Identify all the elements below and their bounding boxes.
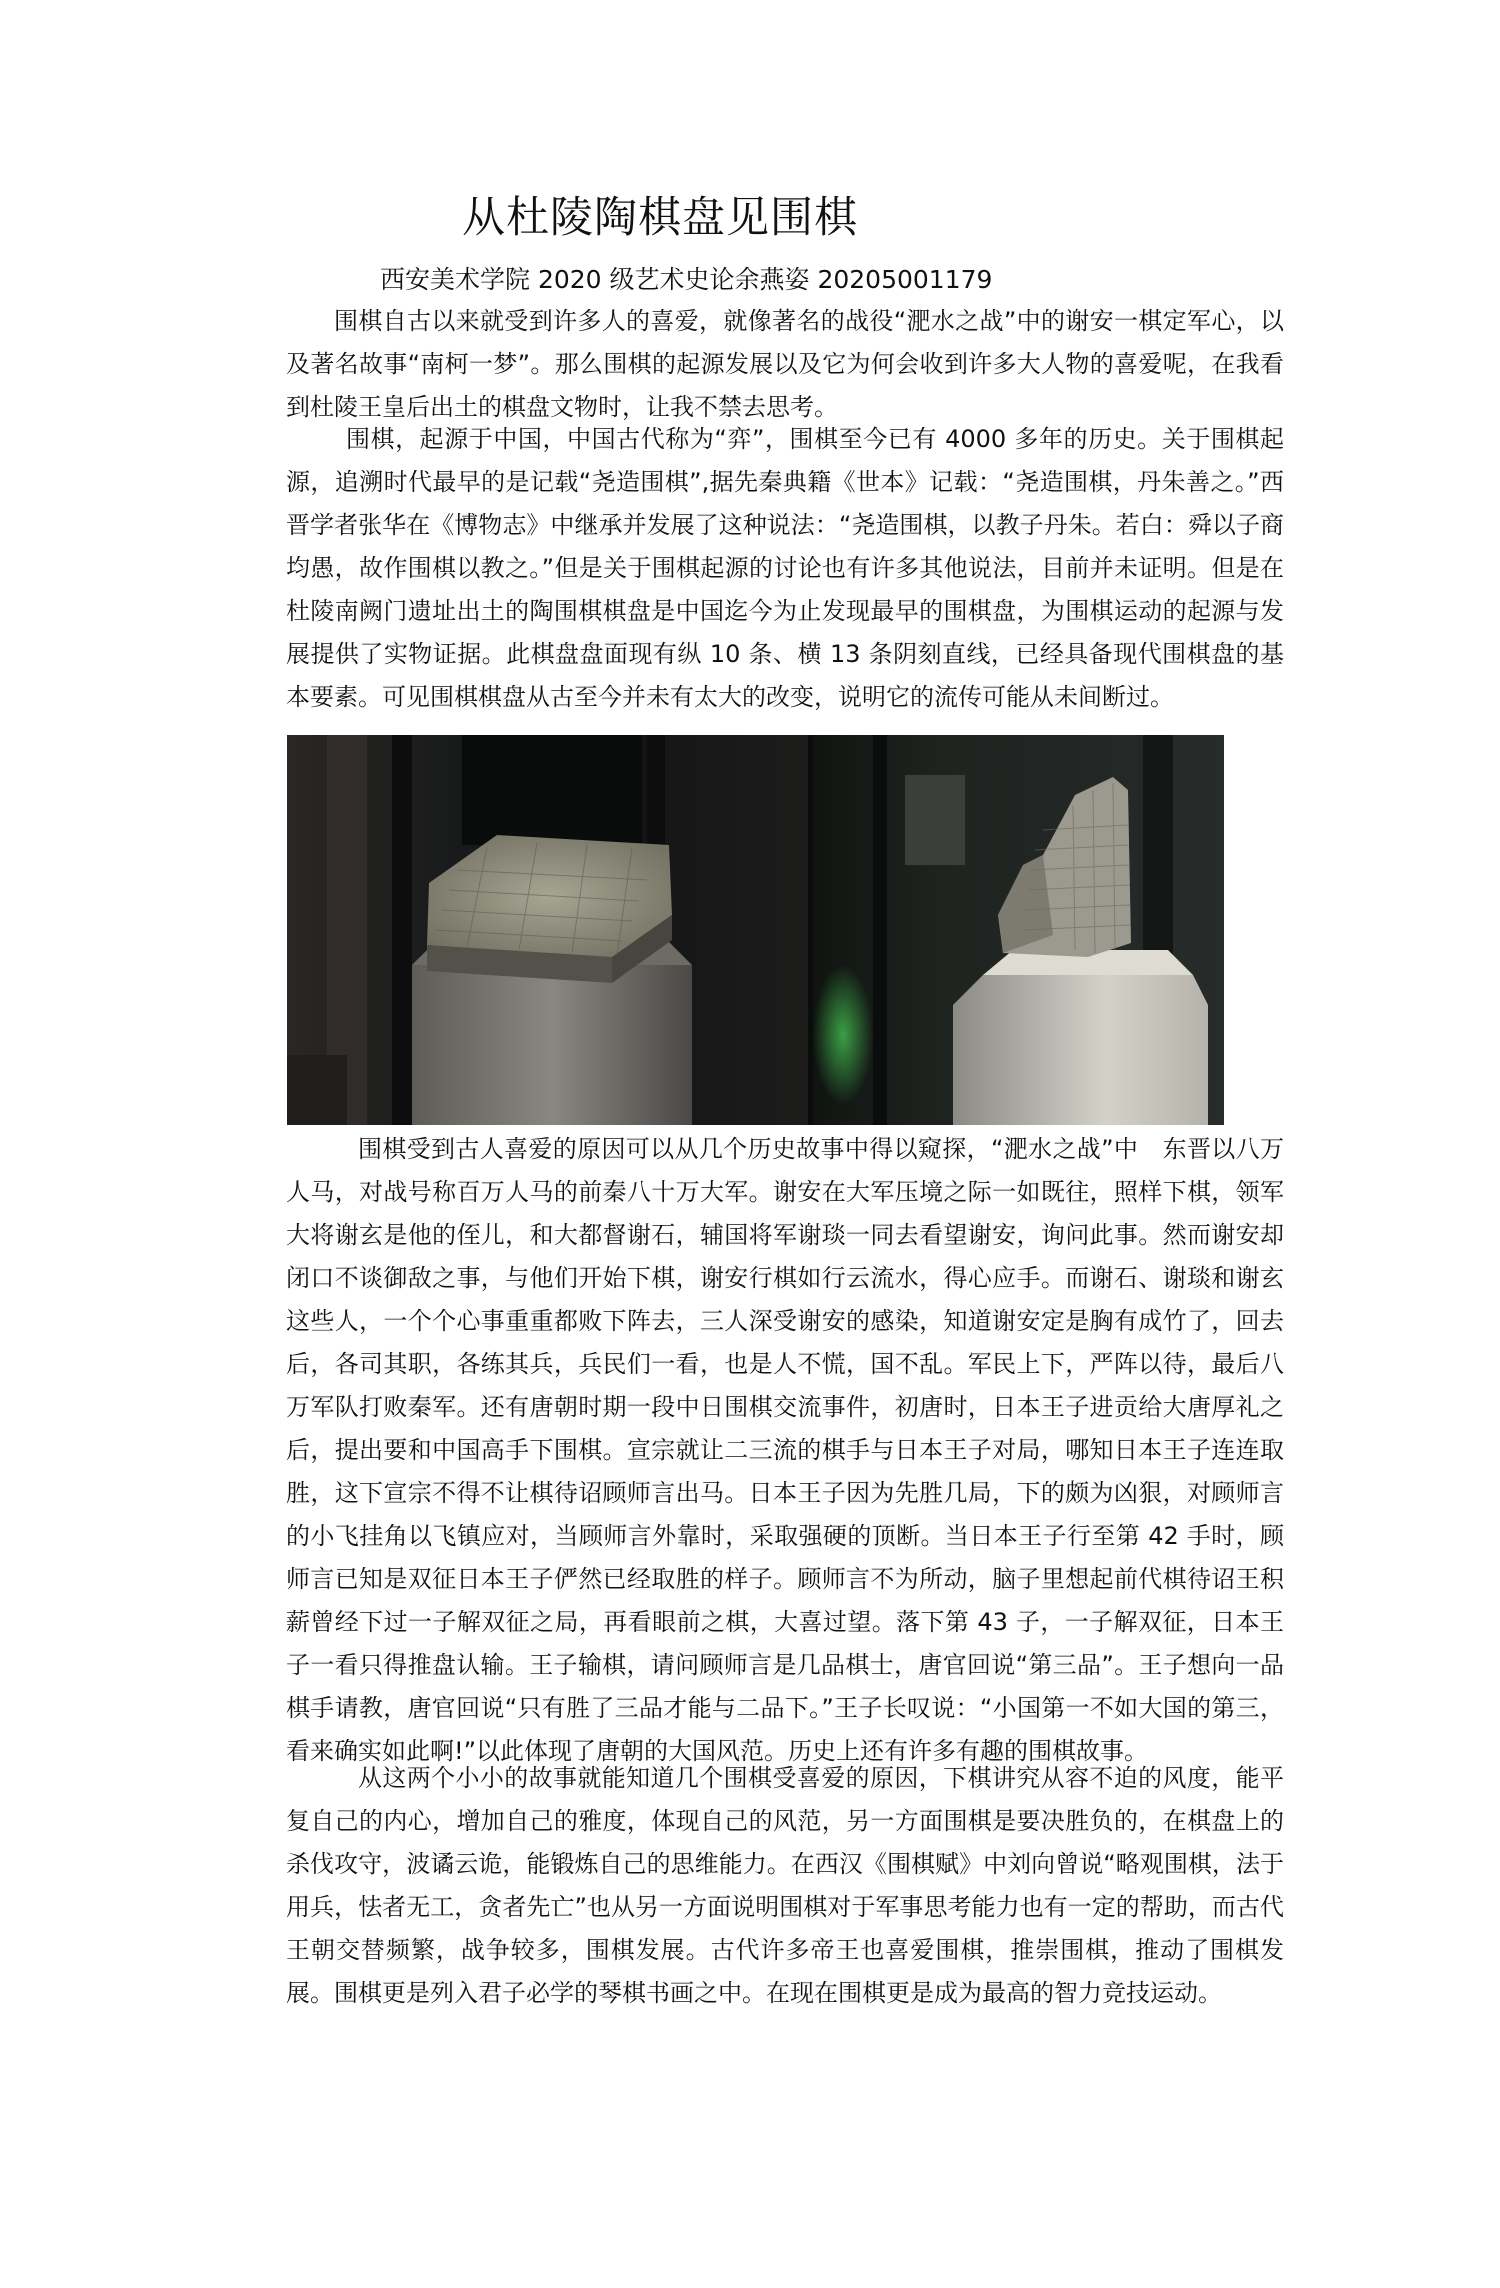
square-go-board-photo — [287, 735, 808, 1125]
paragraph-conclusion: 从这两个小小的故事就能知道几个围棋受喜爱的原因，下棋讲究从容不迫的风度，能平复自己的内心，增加自己的雅度，体现自己的风范，另一方面围棋是要决胜负的，在棋盘上的杀伐攻守，波谲云诡，能锻炼自己的思维能力。在西汉《围棋赋》中刘向曾说“略观围棋，法于用兵，怯者无工，贪者先亡”也从另一方面说明围棋对于军事思考能力也有一定的帮助，而古代王朝交替频繁，战争较多，围棋发展。古代许多帝王也喜爱围棋，推崇围棋，推动了围棋发展。围棋更是列入君子必学的琴棋书画之中。在现在围棋更是成为最高的智力竞技运动。 — [286, 1764, 1284, 2007]
fragment-go-board-photo — [813, 735, 1224, 1125]
photo-strip — [287, 735, 1224, 1125]
paragraph-origin: 围棋，起源于中国，中国古代称为“弈”，围棋至今已有 4000 多年的历史。关于围棋起源，追溯时代最早的是记载“尧造围棋”,据先秦典籍《世本》记载：“尧造围棋，丹朱善之。”西晋学者张华在《博物志》中继承并发展了这种说法：“尧造围棋，以教子丹朱。若白：舜以子商均愚，故作围棋以教之。”但是关于围棋起源的讨论也有许多其他说法，目前并未证明。但是在杜陵南阙门遗址出土的陶围棋棋盘是中国迄今为止发现最早的围棋盘，为围棋运动的起源与发展提供了实物证据。此棋盘盘面现有纵 10 条、横 13 条阴刻直线，已经具备现代围棋盘的基本要素。可见围棋棋盘从古至今并未有太大的改变，说明它的流传可能从未间断过。 — [286, 425, 1284, 711]
author-line: 西安美术学院 2020 级艺术史论余燕姿 20205001179 — [380, 265, 993, 294]
paragraph-intro: 围棋自古以来就受到许多人的喜爱，就像著名的战役“淝水之战”中的谢安一棋定军心，以及著名故事“南柯一梦”。那么围棋的起源发展以及它为何会收到许多大人物的喜爱呢，在我看到杜陵王皇后出土的棋盘文物时，让我不禁去思考。 — [286, 307, 1284, 421]
document-title: 从杜陵陶棋盘见围棋 — [462, 193, 858, 243]
paragraph-stories: 围棋受到古人喜爱的原因可以从几个历史故事中得以窥探，“淝水之战”中 东晋以八万人马，对战号称百万人马的前秦八十万大军。谢安在大军压境之际一如既往，照样下棋，领军大将谢玄是他的侄儿，和大都督谢石，辅国将军谢琰一同去看望谢安，询问此事。然而谢安却闭口不谈御敌之事，与他们开始下棋，谢安行棋如行云流水，得心应手。而谢石、谢琰和谢玄这些人，一个个心事重重都败下阵去，三人深受谢安的感染，知道谢安定是胸有成竹了，回去后，各司其职，各练其兵，兵民们一看，也是人不慌，国不乱。军民上下，严阵以待，最后八万军队打败秦军。还有唐朝时期一段中日围棋交流事件，初唐时，日本王子进贡给大唐厚礼之后，提出要和中国高手下围棋。宣宗就让二三流的棋手与日本王子对局，哪知日本王子连连取胜，这下宣宗不得不让棋待诏顾师言出马。日本王子因为先胜几局，下的颇为凶狠，对顾师言的小飞挂角以飞镇应对，当顾师言外靠时，采取强硬的顶断。当日本王子行至第 42 手时，顾师言已知是双征日本王子俨然已经取胜的样子。顾师言不为所动，脑子里想起前代棋待诏王积薪曾经下过一子解双征之局，再看眼前之棋，大喜过望。落下第 43 子，一子解双征，日本王子一看只得推盘认输。王子输棋，请问顾师言是几品棋士，唐官回说“第三品”。王子想向一品棋手请教，唐官回说“只有胜了三品才能与二品下。”王子长叹说：“小国第一不如大国的第三，看来确实如此啊!”以此体现了唐朝的大国风范。历史上还有许多有趣的围棋故事。 — [286, 1135, 1284, 1765]
